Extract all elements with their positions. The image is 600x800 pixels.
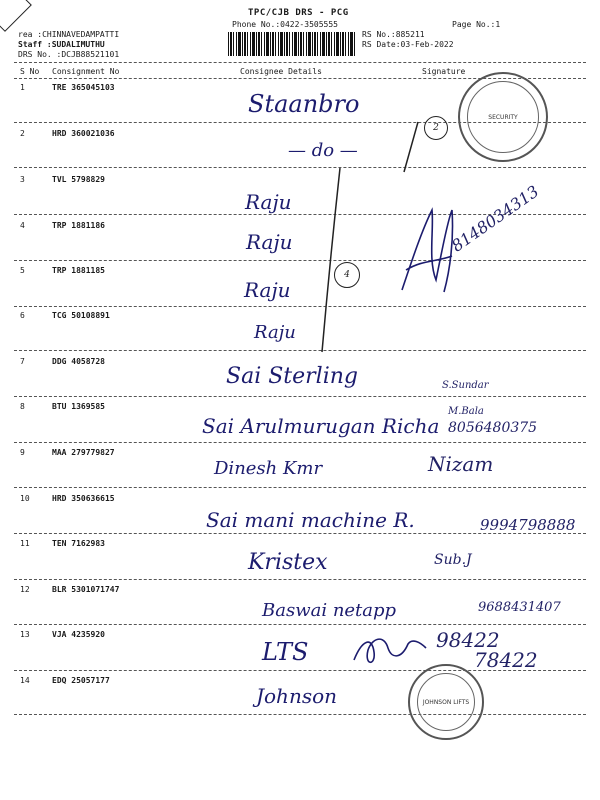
circled-number: 4 [334,262,360,288]
header-divider [14,62,586,63]
row-sno: 3 [20,175,25,184]
handwritten-signature: Nizam [428,452,494,476]
row-sno: 1 [20,83,25,92]
row-sno: 10 [20,494,30,503]
row-sno: 11 [20,539,30,548]
handwritten-phone: 9688431407 [478,600,561,615]
row-sno: 12 [20,585,30,594]
row-divider [14,396,586,397]
row-sno: 4 [20,221,25,230]
row-consignment: VJA 4235920 [52,630,105,639]
row-divider [14,714,586,715]
row-consignment: TCG 50108891 [52,311,110,320]
row-consignment: TRP 1881186 [52,221,105,230]
rs-number-field: RS No.:885211 [362,30,425,39]
row-consignment: EDQ 25057177 [52,676,110,685]
row-consignment: TEN 7162983 [52,539,105,548]
row-consignment: TRP 1881185 [52,266,105,275]
company-stamp [408,664,484,740]
row-divider [14,442,586,443]
rs-date-field: RS Date:03-Feb-2022 [362,40,454,49]
row-sno: 6 [20,311,25,320]
handwritten-name: M.Bala [448,406,484,417]
corner-fold-mark [0,0,32,32]
row-consignment: TRE 365045103 [52,83,115,92]
handwritten-phone: 98422 [436,628,500,652]
signature-scribble [350,630,430,670]
document-title: TPC/CJB DRS - PCG [248,8,349,18]
handwritten-consignee: Raju [254,322,296,343]
column-header-details: Consignee Details [240,67,322,76]
row-sno: 9 [20,448,25,457]
row-divider [14,624,586,625]
area-field: rea :CHINNAVEDAMPATTI [18,30,120,39]
row-consignment: BTU 1369585 [52,402,105,411]
row-sno: 8 [20,402,25,411]
handwritten-consignee: Raju [244,278,291,302]
handwritten-phone: 8056480375 [448,420,538,436]
column-header-signature: Signature [422,67,466,76]
handwritten-consignee: Kristex [248,550,328,575]
row-consignment: HRD 350636615 [52,494,115,503]
staff-field: Staff :SUDALIMUTHU [18,40,105,49]
handwritten-consignee: Dinesh Kmr [214,458,323,479]
circled-number: 2 [424,116,448,140]
column-header-sno: S No [20,67,40,76]
handwritten-phone: 9994798888 [480,516,576,534]
row-consignment: HRD 360021036 [52,129,115,138]
handwritten-consignee: LTS [262,638,309,666]
handwritten-consignee: Raju [245,190,292,214]
row-consignment: DDG 4058728 [52,357,105,366]
stamp-label: SECURITY [488,113,518,121]
handwritten-consignee: Staanbro [248,90,360,118]
security-stamp [458,72,548,162]
handwritten-signature: Sub.J [434,552,472,568]
page-number: Page No.:1 [452,20,501,29]
row-sno: 13 [20,630,30,639]
barcode [228,32,356,56]
drs-number-field: DRS No. :DCJB88521101 [18,50,120,59]
handwritten-signature: S.Sundar [442,380,489,391]
row-consignment: BLR 5301071747 [52,585,120,594]
row-sno: 2 [20,129,25,138]
row-sno: 7 [20,357,25,366]
signature-scribble [392,200,462,300]
handwritten-consignee: Sai mani machine R. [206,508,415,532]
handwritten-phone: 8148034313 [448,181,543,256]
row-consignment: MAA 279779827 [52,448,115,457]
row-divider [14,487,586,488]
row-divider [14,579,586,580]
handwritten-consignee: Raju [246,230,293,254]
column-header-consignment: Consignment No [52,67,120,76]
handwritten-consignee: Johnson [256,684,338,708]
handwritten-consignee: — do — [288,140,358,161]
phone-number: Phone No.:0422-3505555 [232,20,338,29]
handwritten-consignee: Sai Sterling [226,364,358,389]
row-consignment: TVL 5798829 [52,175,105,184]
handwritten-consignee: Baswai netapp [262,600,397,621]
row-sno: 14 [20,676,30,685]
row-sno: 5 [20,266,25,275]
handwritten-consignee: Sai Arulmurugan Richa [202,414,440,438]
stamp-label: JOHNSON LIFTS [422,698,470,706]
handwritten-phone: 78422 [474,648,538,672]
